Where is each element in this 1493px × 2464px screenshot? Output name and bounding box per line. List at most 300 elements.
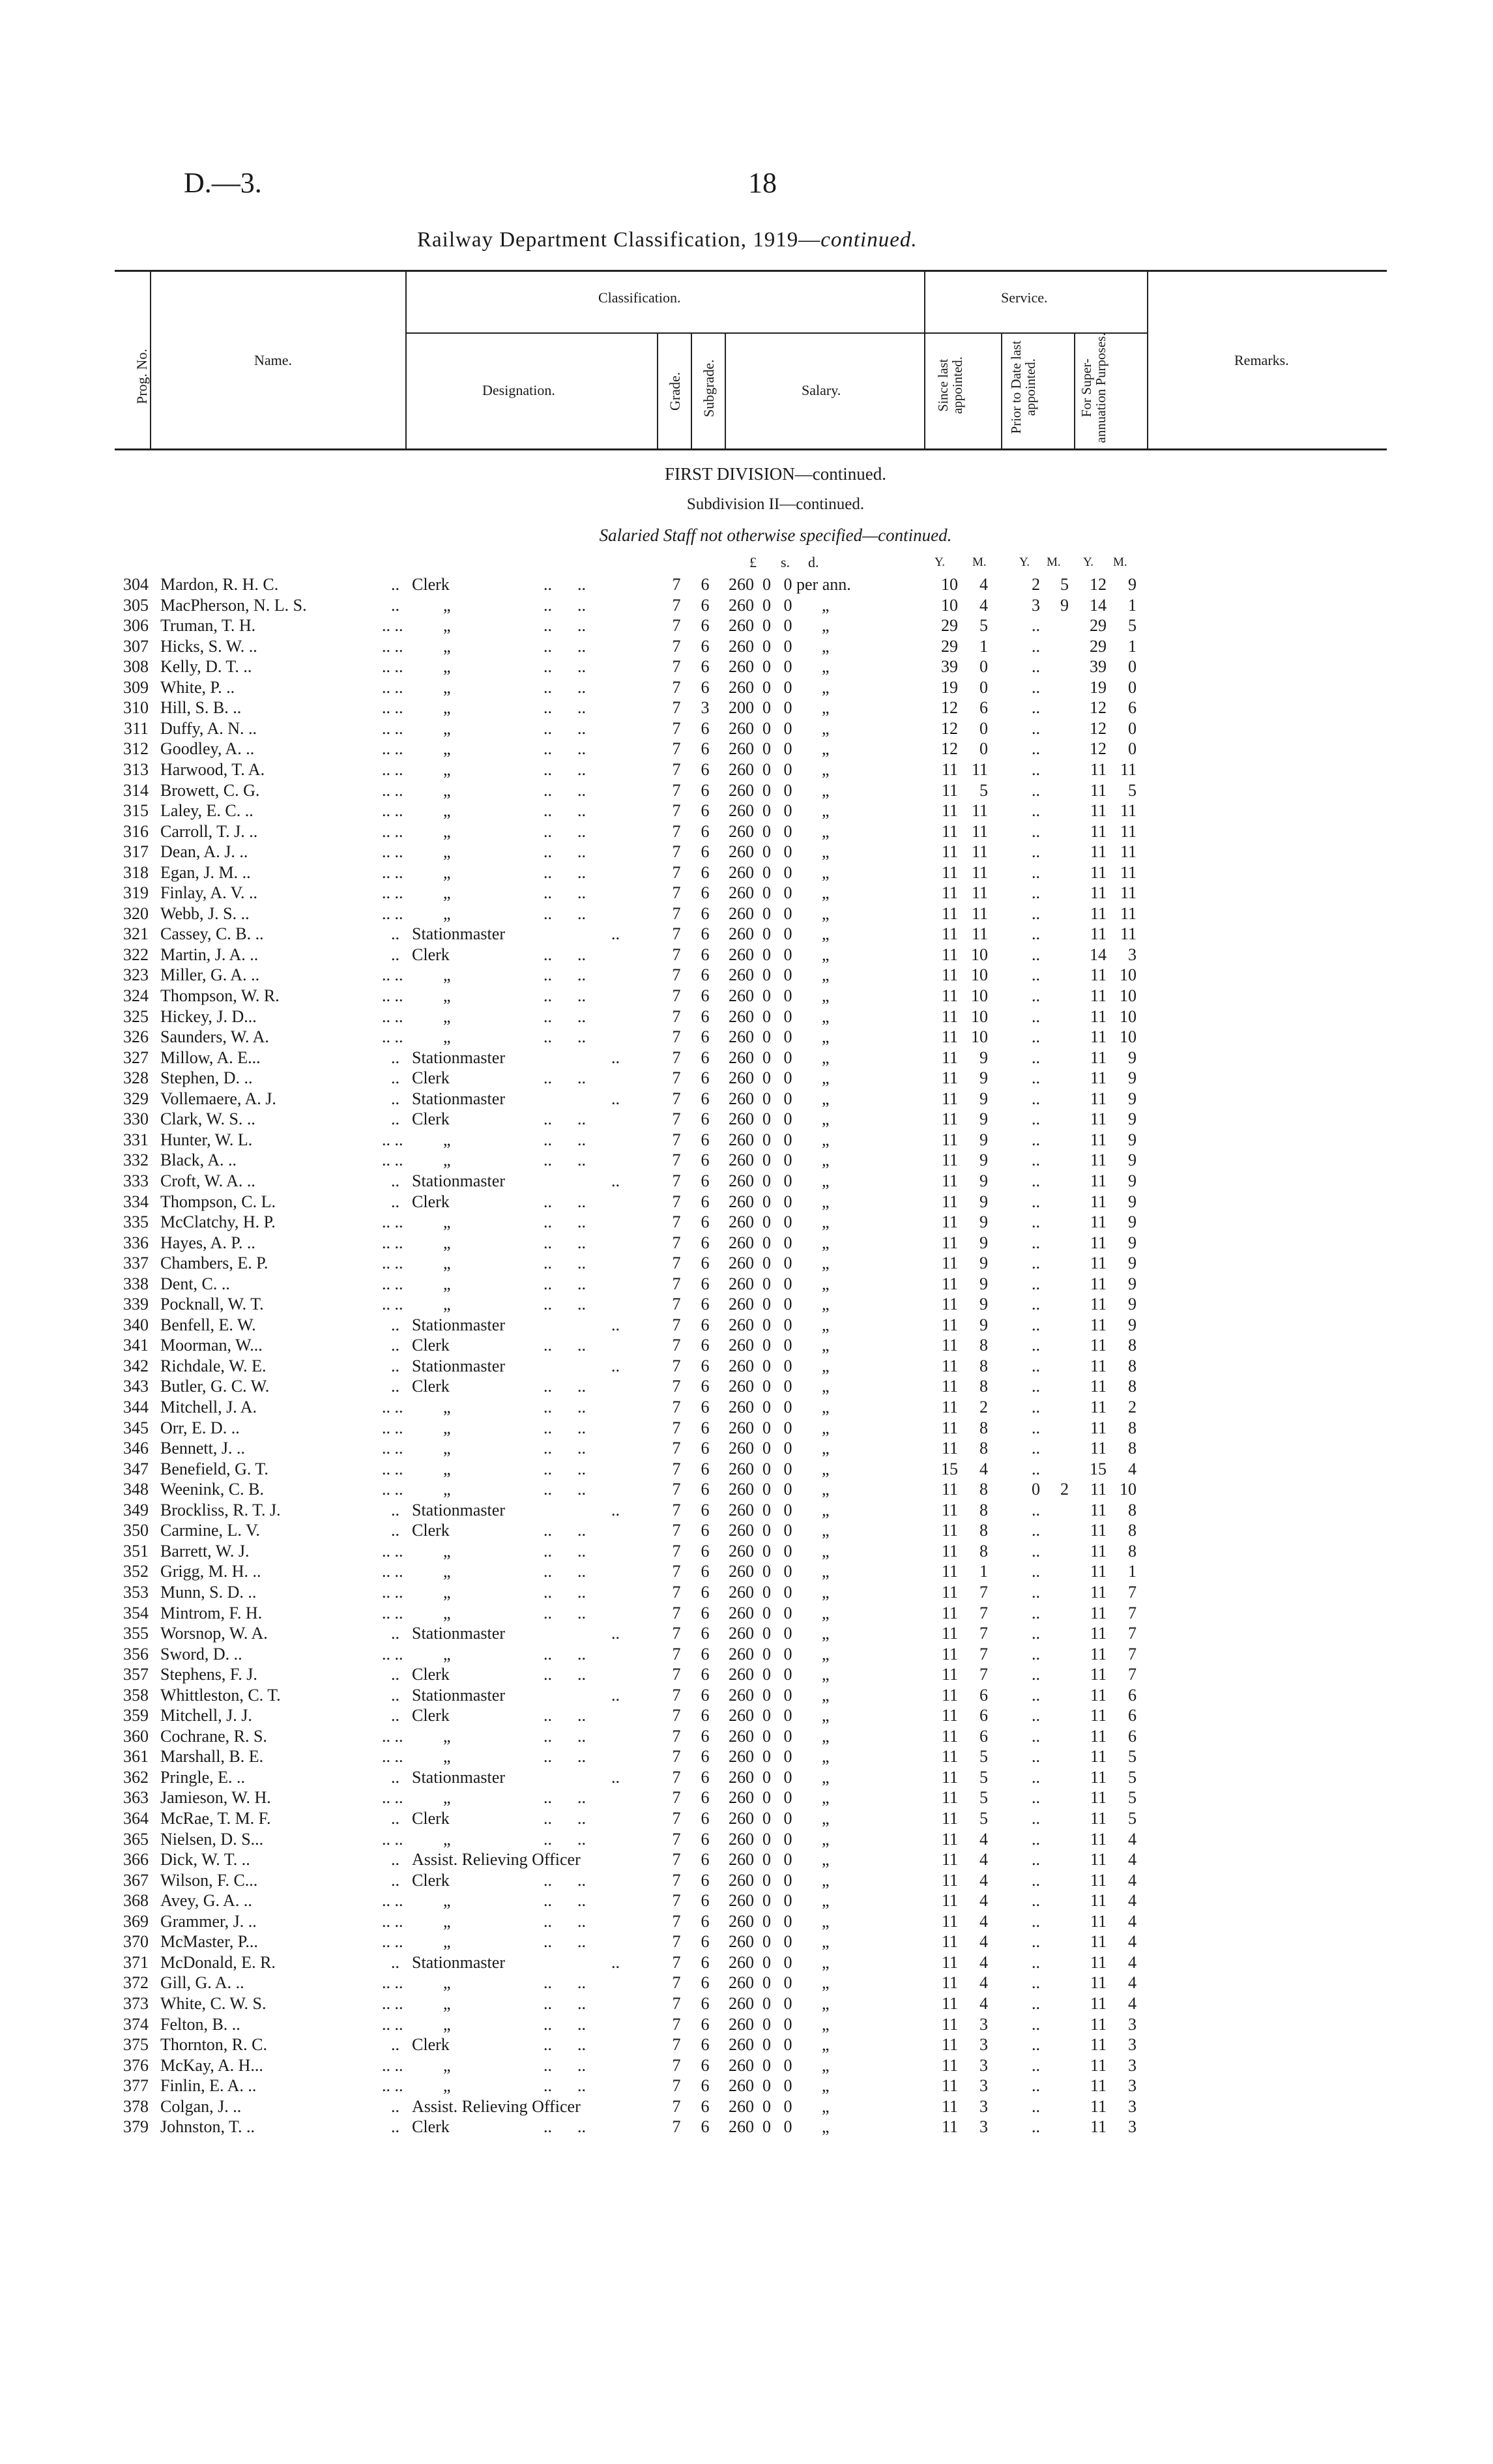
subgrade: 6 [701, 1912, 710, 1931]
leader-dots: .. .. [544, 1604, 586, 1622]
prog-number: 332 [123, 1151, 149, 1169]
prior-years: .. [1032, 2076, 1040, 2095]
table-row [0, 781, 1493, 801]
table-row [0, 698, 1493, 718]
prog-number: 315 [123, 801, 149, 820]
prior-years: .. [1032, 760, 1040, 779]
leader-dots: .. .. [382, 1727, 403, 1746]
leader-dots: .. .. [544, 575, 586, 594]
leader-dots: .. [391, 1706, 399, 1725]
table-row [0, 801, 1493, 821]
salary: 260 0 0 „ [729, 1953, 830, 1972]
super-years: 11 [1090, 2015, 1107, 2034]
super-years: 11 [1090, 801, 1107, 820]
staff-name: Nielsen, D. S... [160, 1830, 264, 1849]
prior-years: .. [1032, 1994, 1040, 2013]
grade: 7 [672, 1418, 681, 1437]
super-years: 39 [1090, 657, 1107, 676]
staff-name: Black, A. .. [160, 1151, 237, 1169]
prior-years: .. [1032, 801, 1040, 820]
staff-name: Pocknall, W. T. [160, 1295, 264, 1313]
staff-name: McMaster, P... [160, 1932, 258, 1951]
leader-dots: .. .. [544, 863, 586, 882]
prog-number: 314 [123, 781, 149, 800]
super-years: 11 [1090, 1295, 1107, 1313]
since-years: 11 [941, 1192, 958, 1211]
since-years: 12 [941, 739, 958, 758]
since-years: 11 [941, 1747, 958, 1766]
table-row [0, 1048, 1493, 1068]
leader-dots: .. .. [544, 2056, 586, 2075]
header-name: Name. [254, 352, 293, 368]
since-years: 11 [941, 1912, 958, 1931]
grade: 7 [672, 678, 681, 697]
prog-number: 360 [123, 1727, 149, 1746]
prog-number: 325 [123, 1007, 149, 1026]
salary: 260 0 0 „ [729, 1912, 830, 1931]
super-months: 7 [1128, 1645, 1137, 1664]
designation: „ [443, 863, 451, 882]
subgrade: 6 [701, 596, 710, 615]
super-years: 11 [1090, 1850, 1107, 1869]
subdivision-heading: Subdivision II—continued. [686, 495, 865, 513]
leader-dots: .. .. [382, 1398, 403, 1416]
leader-dots: .. [391, 945, 399, 964]
designation: „ [443, 2015, 451, 2034]
prog-number: 319 [123, 883, 149, 902]
designation: „ [443, 986, 451, 1005]
super-months: 9 [1128, 1212, 1137, 1231]
designation: „ [443, 1542, 451, 1561]
super-years: 11 [1090, 760, 1107, 779]
prog-number: 356 [123, 1645, 149, 1664]
super-months: 1 [1128, 1562, 1137, 1581]
staff-name: Webb, J. S. .. [160, 904, 250, 923]
table-row [0, 1871, 1493, 1891]
staff-name: Mitchell, J. A. [160, 1398, 257, 1416]
leader-dots: .. .. [382, 1151, 403, 1169]
super-years: 11 [1090, 883, 1107, 902]
designation: Stationmaster [412, 1089, 505, 1108]
table-row [0, 2117, 1493, 2137]
leader-dots: .. .. [544, 801, 586, 820]
leader-dots: .. .. [382, 1932, 403, 1951]
since-years: 11 [941, 1727, 958, 1746]
grade: 7 [672, 1254, 681, 1272]
grade: 7 [672, 1212, 681, 1231]
super-months: 4 [1128, 1850, 1137, 1869]
super-months: 8 [1128, 1377, 1137, 1396]
super-years: 11 [1090, 2076, 1107, 2095]
grade: 7 [672, 863, 681, 882]
leader-dots: .. .. [544, 1274, 586, 1293]
grade: 7 [672, 1891, 681, 1910]
leader-dots: .. .. [544, 1007, 586, 1026]
leader-dots: .. [391, 1953, 399, 1972]
leader-dots: .. .. [382, 822, 403, 841]
super-years: 14 [1090, 596, 1107, 615]
since-months: 7 [979, 1624, 988, 1643]
table-row [0, 1398, 1493, 1418]
super-months: 9 [1128, 575, 1137, 594]
designation: „ [443, 1418, 451, 1437]
designation: Stationmaster [412, 1953, 505, 1972]
leader-dots: .. .. [544, 1068, 586, 1087]
since-years: 11 [941, 1027, 958, 1046]
grade: 7 [672, 822, 681, 841]
salary: 260 0 0 „ [729, 965, 830, 984]
prior-years: .. [1032, 1768, 1040, 1787]
prior-years: .. [1032, 1233, 1040, 1252]
since-months: 5 [979, 1768, 988, 1787]
leader-dots: .. [391, 1171, 399, 1190]
prog-number: 364 [123, 1809, 149, 1828]
leader-dots: .. [611, 1089, 620, 1108]
unit-super-months: M. [1113, 555, 1127, 569]
since-months: 9 [979, 1068, 988, 1087]
since-months: 3 [979, 2097, 988, 2116]
salary: 260 0 0 „ [729, 2056, 830, 2075]
subgrade: 6 [701, 1542, 710, 1561]
leader-dots: .. [391, 1809, 399, 1828]
table-row [0, 1418, 1493, 1439]
designation: „ [443, 904, 451, 923]
designation: „ [443, 1973, 451, 1992]
prog-number: 308 [123, 657, 149, 676]
subgrade: 6 [701, 986, 710, 1005]
super-years: 29 [1090, 637, 1107, 656]
subgrade: 6 [701, 657, 710, 676]
super-years: 11 [1090, 1521, 1107, 1540]
designation: Clerk [412, 1809, 450, 1828]
leader-dots: .. .. [544, 1130, 586, 1149]
prog-number: 329 [123, 1089, 149, 1108]
since-months: 11 [971, 863, 988, 882]
leader-dots: .. .. [382, 1459, 403, 1478]
prior-years: .. [1032, 1418, 1040, 1437]
leader-dots: .. .. [382, 739, 403, 758]
table-row [0, 2035, 1493, 2055]
col-divider [1147, 270, 1148, 450]
leader-dots: .. .. [382, 1542, 403, 1561]
salary: 260 0 0 „ [729, 1295, 830, 1313]
header-grade: Grade. [667, 372, 683, 411]
leader-dots: .. .. [382, 883, 403, 902]
since-months: 5 [979, 1747, 988, 1766]
leader-dots: .. .. [544, 1542, 586, 1561]
salary: 260 0 0 „ [729, 1706, 830, 1725]
grade: 7 [672, 1624, 681, 1643]
since-years: 11 [941, 1377, 958, 1396]
prior-years: .. [1032, 1130, 1040, 1149]
table-row [0, 1727, 1493, 1747]
leader-dots: .. .. [544, 1583, 586, 1602]
designation: „ [443, 1562, 451, 1581]
salary: 260 0 0 „ [729, 1830, 830, 1849]
super-months: 5 [1128, 1809, 1137, 1828]
prog-number: 310 [123, 698, 149, 717]
since-years: 11 [941, 1336, 958, 1355]
salary: 260 0 0 „ [729, 1233, 830, 1252]
grade: 7 [672, 1747, 681, 1766]
designation: „ [443, 1027, 451, 1046]
table-row [0, 1850, 1493, 1870]
super-years: 11 [1090, 1315, 1107, 1334]
super-months: 6 [1128, 1727, 1137, 1746]
leader-dots: .. .. [544, 657, 586, 676]
designation: „ [443, 1130, 451, 1149]
super-months: 5 [1128, 616, 1137, 635]
leader-dots: .. [391, 2035, 399, 2054]
prior-years: .. [1032, 1912, 1040, 1931]
prior-years: .. [1032, 1501, 1040, 1519]
prog-number: 372 [123, 1973, 149, 1992]
prior-years: .. [1032, 1583, 1040, 1602]
table-row [0, 1686, 1493, 1706]
table-row [0, 1192, 1493, 1212]
designation: „ [443, 760, 451, 779]
since-months: 7 [979, 1665, 988, 1684]
designation: „ [443, 1398, 451, 1416]
super-years: 11 [1090, 1336, 1107, 1355]
super-years: 11 [1090, 1089, 1107, 1108]
prior-years: .. [1032, 1891, 1040, 1910]
since-months: 10 [971, 965, 988, 984]
super-years: 11 [1090, 842, 1107, 861]
prog-number: 379 [123, 2117, 149, 2136]
header-designation: Designation. [482, 382, 555, 398]
designation: „ [443, 1727, 451, 1746]
grade: 7 [672, 1953, 681, 1972]
since-months: 9 [979, 1130, 988, 1149]
designation: Clerk [412, 945, 450, 964]
grade: 7 [672, 1274, 681, 1293]
since-months: 11 [971, 883, 988, 902]
since-years: 11 [941, 1871, 958, 1890]
salary: 260 0 0 „ [729, 801, 830, 820]
subgrade: 6 [701, 924, 710, 943]
since-months: 6 [979, 1706, 988, 1725]
super-years: 11 [1090, 1254, 1107, 1272]
salary: 260 0 0 „ [729, 842, 830, 861]
super-months: 5 [1128, 1768, 1137, 1787]
subgrade: 6 [701, 1747, 710, 1766]
since-months: 4 [979, 1459, 988, 1478]
leader-dots: .. [391, 1521, 399, 1540]
col-divider [1001, 332, 1002, 450]
document-code: D.—3. [184, 167, 262, 199]
super-months: 11 [1120, 883, 1137, 902]
prior-years: .. [1032, 1027, 1040, 1046]
leader-dots: .. [611, 1501, 620, 1519]
since-months: 11 [971, 904, 988, 923]
since-years: 11 [941, 822, 958, 841]
since-years: 12 [941, 719, 958, 738]
designation: Stationmaster [412, 1624, 505, 1643]
salary: 260 0 0 „ [729, 2015, 830, 2034]
leader-dots: .. [391, 1768, 399, 1787]
since-years: 11 [941, 801, 958, 820]
staff-name: White, P. .. [160, 678, 235, 697]
leader-dots: .. .. [382, 1007, 403, 1026]
staff-name: Chambers, E. P. [160, 1254, 268, 1272]
staff-name: Truman, T. H. [160, 616, 256, 635]
designation: Clerk [412, 575, 450, 594]
salary: 260 0 0 „ [729, 924, 830, 943]
grade: 7 [672, 1089, 681, 1108]
table-row [0, 1336, 1493, 1356]
prog-number: 355 [123, 1624, 149, 1643]
super-months: 9 [1128, 1130, 1137, 1149]
leader-dots: .. .. [382, 986, 403, 1005]
table-row [0, 1809, 1493, 1829]
subgrade: 6 [701, 1850, 710, 1869]
prior-years: .. [1032, 822, 1040, 841]
designation: „ [443, 842, 451, 861]
table-row [0, 1315, 1493, 1336]
grade: 7 [672, 1439, 681, 1458]
designation: Stationmaster [412, 1315, 505, 1334]
super-months: 4 [1128, 1994, 1137, 2013]
since-months: 4 [979, 1891, 988, 1910]
leader-dots: .. .. [382, 1254, 403, 1272]
designation: „ [443, 822, 451, 841]
staff-name: Mardon, R. H. C. [160, 575, 279, 594]
table-row [0, 1254, 1493, 1274]
salary: 200 0 0 „ [729, 698, 830, 717]
designation: „ [443, 1645, 451, 1664]
table-row [0, 822, 1493, 842]
designation: Clerk [412, 1665, 450, 1684]
table-row [0, 1542, 1493, 1562]
prog-number: 369 [123, 1912, 149, 1931]
grade: 7 [672, 1994, 681, 2013]
table-row [0, 678, 1493, 698]
unit-pence: d. [808, 554, 819, 570]
super-years: 11 [1090, 1768, 1107, 1787]
salary: 260 0 0 „ [729, 1747, 830, 1766]
leader-dots: .. .. [544, 986, 586, 1005]
staff-name: Carmine, L. V. [160, 1521, 260, 1540]
since-months: 11 [971, 822, 988, 841]
subgrade: 6 [701, 1686, 710, 1705]
col-divider [1074, 332, 1075, 450]
leader-dots: .. [611, 1315, 620, 1334]
leader-dots: .. .. [382, 657, 403, 676]
subgrade: 6 [701, 739, 710, 758]
super-years: 11 [1090, 1480, 1107, 1499]
since-months: 9 [979, 1254, 988, 1272]
prior-years: .. [1032, 657, 1040, 676]
since-months: 4 [979, 1850, 988, 1869]
prior-years: .. [1032, 904, 1040, 923]
super-months: 5 [1128, 1747, 1137, 1766]
leader-dots: .. .. [382, 1973, 403, 1992]
salary: 260 0 0 „ [729, 616, 830, 635]
prior-years: .. [1032, 1295, 1040, 1313]
leader-dots: .. [391, 1192, 399, 1211]
leader-dots: .. .. [544, 616, 586, 635]
subgrade: 6 [701, 965, 710, 984]
subgrade: 6 [701, 1377, 710, 1396]
since-years: 11 [941, 1480, 958, 1499]
subgrade: 6 [701, 1932, 710, 1951]
table-row [0, 719, 1493, 739]
since-months: 8 [979, 1501, 988, 1519]
prior-years: .. [1032, 1007, 1040, 1026]
leader-dots: .. .. [544, 1418, 586, 1437]
designation: „ [443, 616, 451, 635]
grade: 7 [672, 657, 681, 676]
since-years: 11 [941, 1007, 958, 1026]
staff-name: Millow, A. E... [160, 1048, 261, 1067]
staff-name: Jamieson, W. H. [160, 1788, 271, 1807]
col-divider [405, 270, 407, 450]
since-months: 9 [979, 1212, 988, 1231]
leader-dots: .. [391, 924, 399, 943]
prog-number: 313 [123, 760, 149, 779]
super-months: 8 [1128, 1336, 1137, 1355]
prior-years: .. [1032, 1871, 1040, 1890]
table-row [0, 1151, 1493, 1171]
leader-dots: .. [611, 1048, 620, 1067]
leader-dots: .. .. [544, 1233, 586, 1252]
salary: 260 0 0 „ [729, 596, 830, 615]
prog-number: 357 [123, 1665, 149, 1684]
leader-dots: .. [391, 1624, 399, 1643]
prior-years: .. [1032, 1459, 1040, 1478]
table-row [0, 596, 1493, 616]
since-months: 10 [971, 1007, 988, 1026]
subgrade: 6 [701, 1604, 710, 1622]
header-salary: Salary. [802, 382, 841, 398]
prog-number: 330 [123, 1109, 149, 1128]
super-years: 11 [1090, 1048, 1107, 1067]
prog-number: 312 [123, 739, 149, 758]
grade: 7 [672, 904, 681, 923]
since-months: 7 [979, 1583, 988, 1602]
since-years: 29 [941, 616, 958, 635]
subgrade: 6 [701, 637, 710, 656]
leader-dots: .. [391, 1089, 399, 1108]
table-row [0, 1932, 1493, 1952]
since-years: 10 [941, 596, 958, 615]
since-years: 11 [941, 1973, 958, 1992]
leader-dots: .. .. [382, 719, 403, 738]
leader-dots: .. .. [544, 2015, 586, 2034]
prior-years: .. [1032, 1747, 1040, 1766]
prior-years: .. [1032, 1192, 1040, 1211]
grade: 7 [672, 1233, 681, 1252]
subgrade: 6 [701, 719, 710, 738]
super-years: 11 [1090, 1665, 1107, 1684]
designation: „ [443, 637, 451, 656]
prior-years: .. [1032, 698, 1040, 717]
table-row [0, 1788, 1493, 1808]
staff-name: Johnston, T. .. [160, 2117, 255, 2136]
designation: Clerk [412, 1706, 450, 1725]
leader-dots: .. .. [382, 2015, 403, 2034]
table-row [0, 986, 1493, 1006]
prog-number: 342 [123, 1357, 149, 1375]
super-years: 11 [1090, 1604, 1107, 1622]
since-years: 11 [941, 1604, 958, 1622]
staff-name: Duffy, A. N. .. [160, 719, 257, 738]
salary: 260 0 0 „ [729, 1212, 830, 1231]
header-service: Service. [1001, 289, 1048, 306]
grade: 7 [672, 842, 681, 861]
salary: 260 0 0 „ [729, 637, 830, 656]
